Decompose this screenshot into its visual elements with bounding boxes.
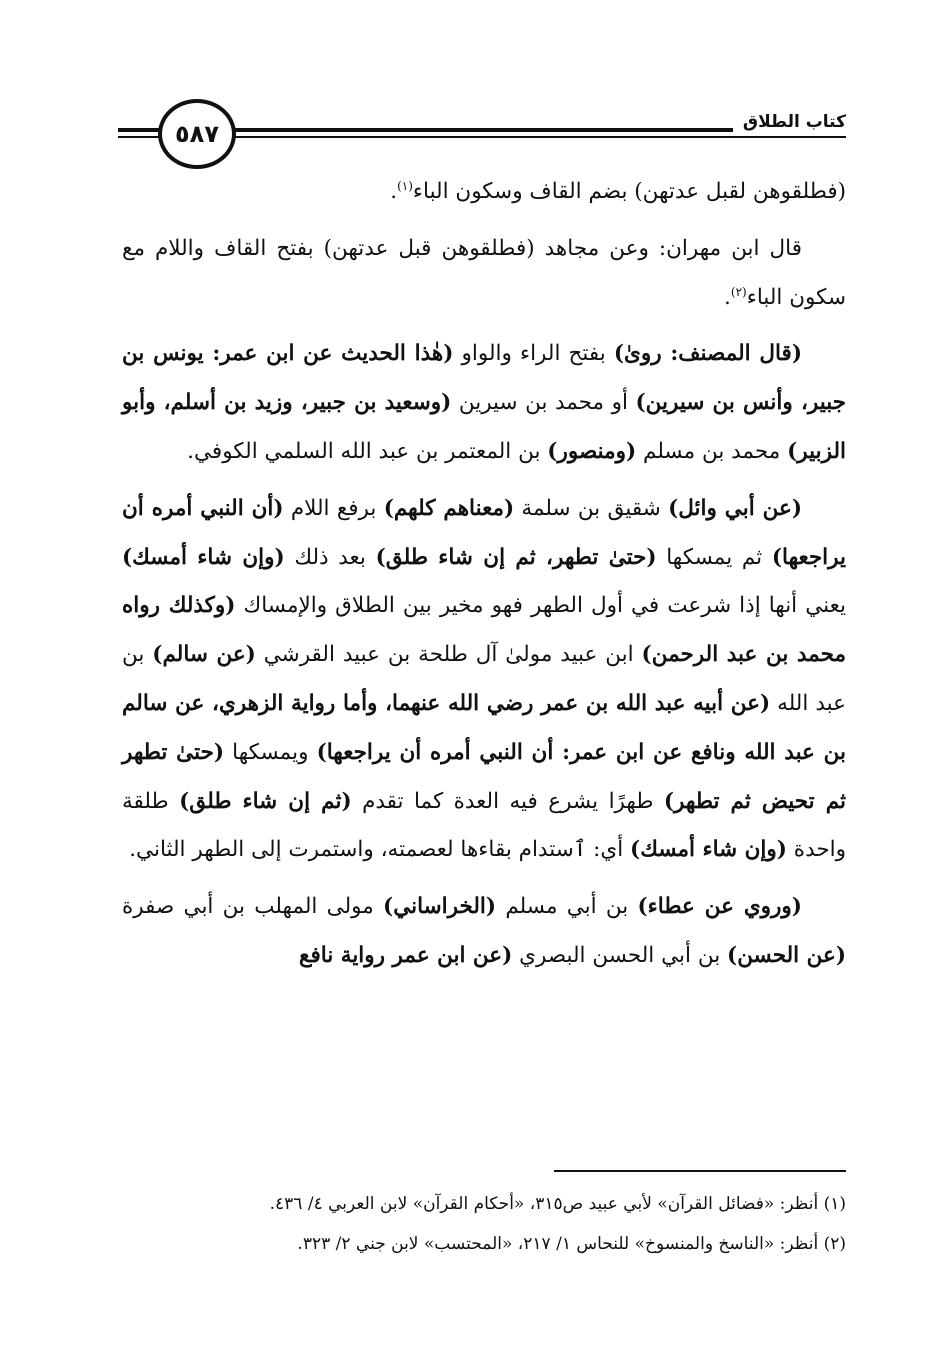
text-run: ثم يمسكها	[656, 544, 772, 570]
bold-run: (قال المصنف: روىٰ)	[613, 341, 803, 367]
text-run: (فطلقوهن لقبل عدتهن) بضم القاف وسكون الباء	[412, 179, 846, 204]
text-run: ويمسكها	[224, 739, 317, 765]
bold-run: (عن ابن عمر رواية نافع	[299, 942, 513, 968]
bold-run: (معناهم كلهم)	[383, 495, 515, 521]
footnote-1: (١) أنظر: «فضائل القرآن» لأبي عبيد ص٣١٥، «أحكام القرآن» لابن العربي ٤/ ٤٣٦.	[269, 1194, 846, 1214]
bold-run: (أن النبي أمره أن يراجعها)	[122, 495, 846, 570]
text-run: محمد بن مسلم	[636, 438, 788, 464]
footnote-ref-2: (٢)	[730, 284, 747, 299]
text-run: .	[390, 179, 398, 204]
bold-run: (وسعيد بن جبير، وزيد بن أسلم، وأبو الزبير)	[122, 390, 846, 464]
text-run: .	[724, 284, 731, 310]
text-run: بفتح الراء والواو	[453, 341, 614, 367]
bold-run: (عن أبي وائل)	[668, 495, 802, 521]
paragraph-1	[122, 168, 846, 217]
bold-run: (حتىٰ تطهر، ثم إن شاء طلق)	[375, 544, 657, 570]
bold-run: (وروي عن عطاء)	[637, 894, 802, 920]
text-run: يعني أنها إذا شرعت في أول الطهر فهو مخير بين الطلاق والإمساك	[235, 593, 846, 619]
paragraph-5	[122, 883, 846, 981]
text-run: طلقة واحدة	[122, 788, 846, 863]
text-run: ابن عبيد مولىٰ آل طلحة بن عبيد القرشي	[255, 642, 642, 668]
text-run: أي: ٱستدام بقاءها لعصمته، واستمرت إلى الطهر الثاني.	[129, 837, 631, 863]
text-run: بن المعتمر بن عبد الله السلمي الكوفي.	[187, 438, 548, 464]
bold-run: (ثم إن شاء طلق)	[179, 788, 352, 814]
bold-run: (عن أبيه عبد الله بن عمر رضي الله عنهما، وأما رواية الزهري، عن سالم بن عبد الله ونافع عن ابن عمر: أن النبي أمره أن يراجعها)	[122, 690, 846, 765]
text-run: بن أبي الحسن البصري	[512, 942, 728, 968]
bold-run: (ومنصور)	[547, 438, 637, 464]
main-text	[122, 168, 846, 989]
running-title: كتاب الطلاق	[733, 112, 846, 132]
bold-run: (وإن شاء أمسك)	[122, 544, 285, 570]
text-run: شقيق بن سلمة	[514, 495, 669, 521]
page-number-badge: ٥٨٧	[158, 99, 236, 169]
bold-run: (الخراساني)	[383, 894, 497, 920]
footnotes	[122, 1184, 846, 1264]
footnote-2: (٢) أنظر: «الناسخ والمنسوخ» للنحاس ١/ ٢١٧، «المحتسب» لابن جني ٢/ ٣٢٣.	[297, 1234, 846, 1254]
footnote-separator	[554, 1170, 846, 1172]
bold-run: (وإن شاء أمسك)	[630, 837, 787, 863]
text-run: برفع اللام	[283, 495, 384, 521]
text-run: قال ابن مهران: وعن مجاهد (فطلقوهن قبل عدتهن) بفتح القاف واللام مع سكون الباء	[122, 235, 846, 310]
bold-run: (عن سالم)	[152, 642, 256, 668]
bold-run: (عن الحسن)	[727, 942, 846, 968]
text-run: مولى المهلب بن أبي صفرة	[122, 894, 384, 920]
text-run: بن عبد الله	[122, 642, 846, 716]
paragraph-3	[122, 330, 846, 476]
text-run: أو محمد بن سيرين	[451, 390, 636, 416]
bold-run: (هٰذا الحديث عن ابن عمر: يونس بن جبير، وأنس بن سيرين)	[122, 341, 847, 416]
bold-run: (وكذلك رواه محمد بن عبد الرحمن)	[122, 593, 846, 668]
paragraph-2	[122, 225, 846, 323]
paragraph-4	[122, 485, 846, 875]
text-run: طهرًا يشرع فيه العدة كما تقدم	[351, 788, 664, 814]
text-run: بن أبي مسلم	[496, 894, 638, 920]
bold-run: (حتىٰ تطهر ثم تحيض ثم تطهر)	[122, 739, 847, 814]
page-header	[118, 92, 846, 172]
footnote-ref-1: (١)	[397, 178, 413, 193]
text-run: بعد ذلك	[284, 544, 376, 570]
